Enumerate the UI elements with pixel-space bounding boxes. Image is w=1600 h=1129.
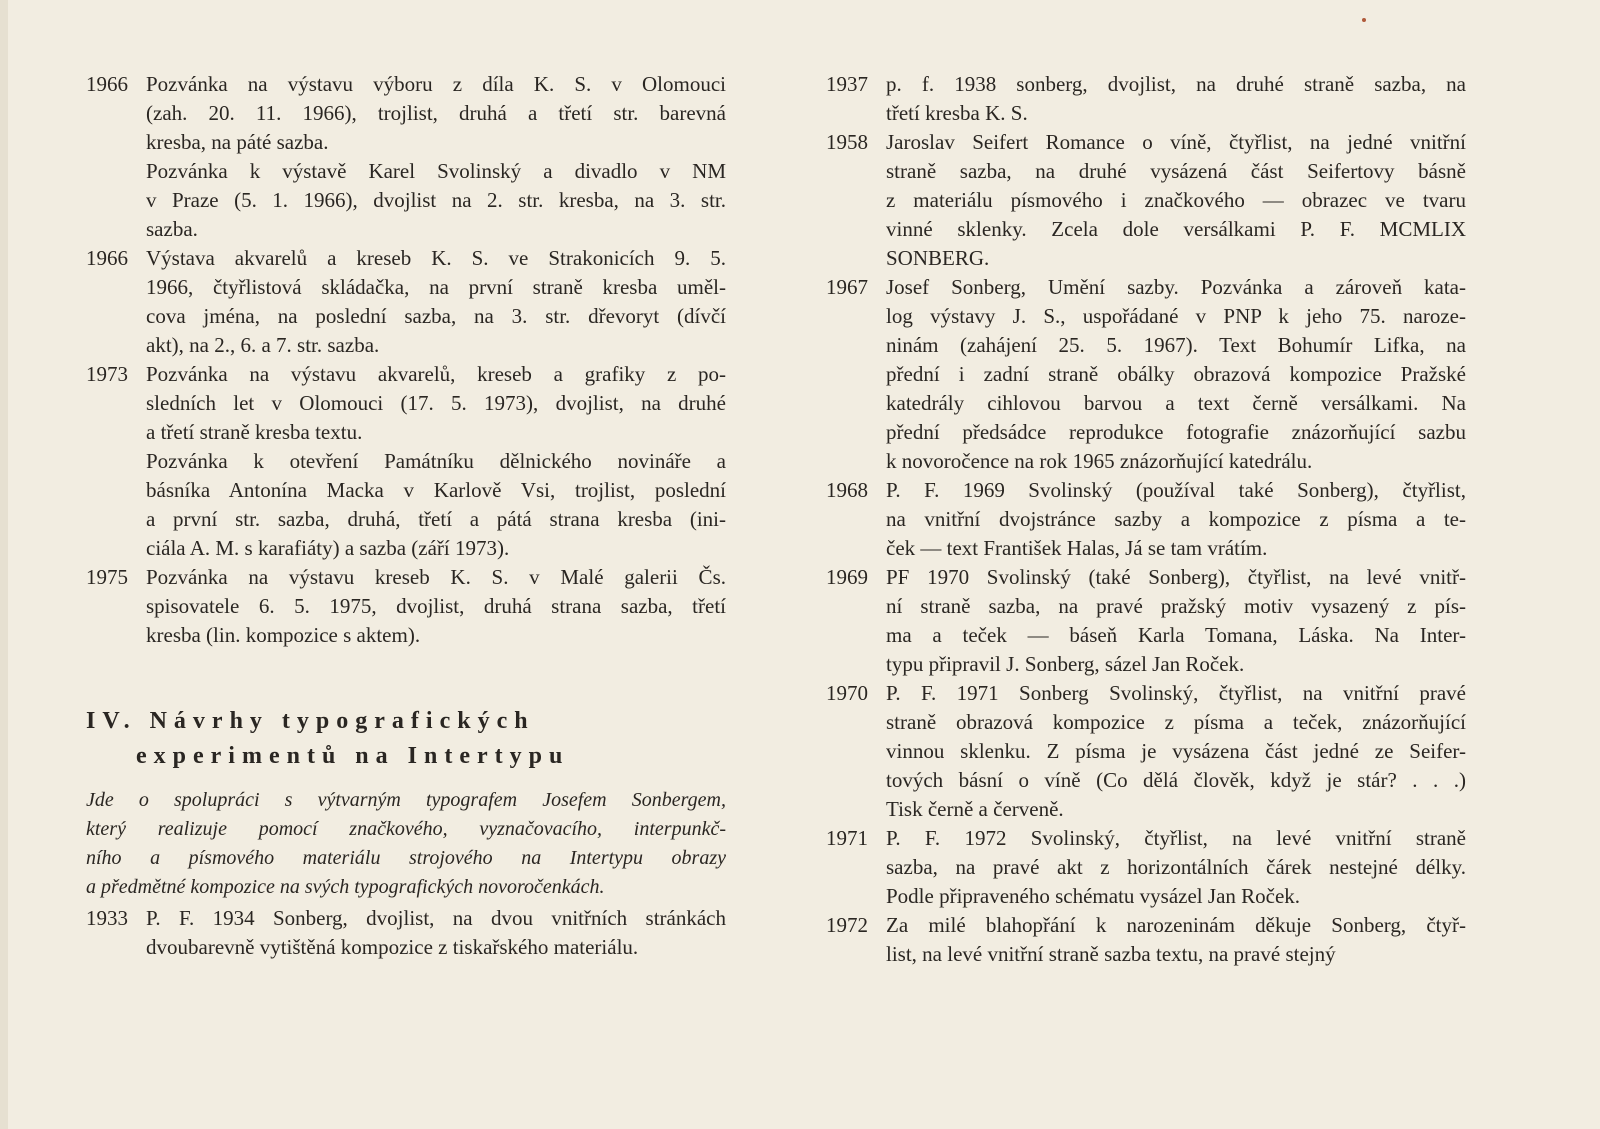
- page-edge: [0, 0, 8, 1129]
- entry-text-line: vinnou sklenku. Z písma je vysázena část jedné ze Seifer-: [886, 739, 1466, 763]
- bibliography-entry: [826, 563, 1466, 679]
- entry-text-line: Tisk černě a červeně.: [886, 797, 1064, 821]
- entry-text-line: ma a teček — báseň Karla Tomana, Láska. Na Inter-: [886, 623, 1466, 647]
- entry-year: 1968: [826, 478, 868, 502]
- entry-text-line: PF 1970 Svolinský (také Sonberg), čtyřlist, na levé vnitř-: [886, 565, 1466, 589]
- entry-text-line: dvoubarevně vytištěná kompozice z tiskařského materiálu.: [146, 935, 639, 959]
- entry-year: 1969: [826, 565, 868, 589]
- section-intro: [86, 786, 726, 902]
- entry-text-line: katedrály cihlovou barvou a text černě versálkami. Na: [886, 391, 1466, 415]
- entry-text: [886, 563, 1466, 679]
- entry-text-line: 1966, čtyřlistová skládačka, na první straně kresba uměl-: [146, 275, 726, 299]
- entry-text-line: Josef Sonberg, Umění sazby. Pozvánka a zároveň kata-: [886, 275, 1466, 299]
- entry-text: [886, 824, 1466, 911]
- entry-text-line: Jaroslav Seifert Romance o víně, čtyřlist, na jedné vnitřní: [886, 130, 1466, 154]
- entry-year: 1975: [86, 565, 128, 589]
- heading-line-1: IV. Návrhy typografických: [86, 708, 535, 734]
- entry-text-line: třetí kresba K. S.: [886, 101, 1028, 125]
- intro-line: Jde o spolupráci s výtvarným typografem Josefem Sonbergem,: [86, 789, 726, 811]
- entry-text-line: přední předsádce reprodukce fotografie znázorňující sazbu: [886, 420, 1466, 444]
- entry-year: 1966: [86, 246, 128, 270]
- entry-text-line: Pozvánka k otevření Památníku dělnického novináře a: [146, 449, 726, 473]
- entries-after-heading: [86, 904, 726, 962]
- entry-text-line: kresba (lin. kompozice s aktem).: [146, 623, 421, 647]
- entry-text-line: Podle připraveného schématu vysázel Jan Roček.: [886, 884, 1301, 908]
- entry-text-line: k novoročence na rok 1965 znázorňující katedrálu.: [886, 449, 1313, 473]
- entry-year: 1933: [86, 906, 128, 930]
- bibliography-entry: [86, 360, 726, 447]
- entry-year: 1973: [86, 362, 128, 386]
- entry-text-line: straně sazba, na druhé vysázená část Seifertovy básně: [886, 159, 1466, 183]
- entry-text-line: vinné sklenky. Zcela dole versálkami P. F. MCMLIX: [886, 217, 1466, 241]
- entry-text-line: Pozvánka na výstavu akvarelů, kreseb a grafiky z po-: [146, 362, 726, 386]
- entry-text-line: Pozvánka k výstavě Karel Svolinský a divadlo v NM: [146, 159, 726, 183]
- entry-text: [886, 70, 1466, 128]
- entry-text: [146, 70, 726, 157]
- entry-text: [886, 273, 1466, 476]
- entry-text-line: straně obrazová kompozice z písma a teček, znázorňující: [886, 710, 1466, 734]
- entry-text: [146, 360, 726, 447]
- entry-additional-item: [146, 157, 726, 244]
- intro-line: a předmětné kompozice na svých typografických novoročenkách.: [86, 876, 605, 898]
- bibliography-entry: [826, 476, 1466, 563]
- entry-additional-item: [146, 447, 726, 563]
- entry-year: 1966: [86, 72, 128, 96]
- entry-text-line: spisovatele 6. 5. 1975, dvojlist, druhá strana sazba, třetí: [146, 594, 726, 618]
- ink-speck: [1362, 18, 1366, 22]
- entry-year: 1970: [826, 681, 868, 705]
- entry-text-line: typu připravil J. Sonberg, sázel Jan Roček.: [886, 652, 1245, 676]
- entry-year: 1971: [826, 826, 868, 850]
- entry-year: 1972: [826, 913, 868, 937]
- entry-text-line: přední i zadní straně obálky obrazová kompozice Pražské: [886, 362, 1466, 386]
- entry-text: [146, 244, 726, 360]
- entry-text-line: cova jména, na poslední sazba, na 3. str. dřevoryt (dívčí: [146, 304, 726, 328]
- entry-text: [886, 679, 1466, 824]
- entry-text: [886, 476, 1466, 563]
- entry-year: 1967: [826, 275, 868, 299]
- bibliography-entry: [826, 273, 1466, 476]
- entry-text-line: sazba, na pravé akt z horizontálních čárek nestejné délky.: [886, 855, 1466, 879]
- entry-text-line: Pozvánka na výstavu kreseb K. S. v Malé galerii Čs.: [146, 565, 726, 589]
- bibliography-entry: [826, 679, 1466, 824]
- entry-text-line: kresba, na páté sazba.: [146, 130, 329, 154]
- right-column: [826, 70, 1466, 969]
- entry-text-line: (zah. 20. 11. 1966), trojlist, druhá a třetí str. barevná: [146, 101, 726, 125]
- entry-text-line: p. f. 1938 sonberg, dvojlist, na druhé straně sazba, na: [886, 72, 1466, 96]
- entry-text-line: z materiálu písmového i značkového — obrazec ve tvaru: [886, 188, 1466, 212]
- left-column: [86, 70, 726, 962]
- entry-text-line: Výstava akvarelů a kreseb K. S. ve Strakonicích 9. 5.: [146, 246, 726, 270]
- bibliography-entry: [86, 904, 726, 962]
- entry-year: 1958: [826, 130, 868, 154]
- entry-text-line: básníka Antonína Macka v Karlově Vsi, trojlist, poslední: [146, 478, 726, 502]
- entry-text-line: P. F. 1934 Sonberg, dvojlist, na dvou vnitřních stránkách: [146, 906, 726, 930]
- section-heading: [86, 704, 726, 774]
- intro-line: který realizuje pomocí značkového, vyznačovacího, interpunkč-: [86, 818, 726, 840]
- entry-text-line: P. F. 1972 Svolinský, čtyřlist, na levé vnitřní straně: [886, 826, 1466, 850]
- entry-text-line: sazba.: [146, 217, 198, 241]
- entry-text-line: list, na levé vnitřní straně sazba textu, na pravé stejný: [886, 942, 1336, 966]
- entry-text-line: P. F. 1969 Svolinský (používal také Sonberg), čtyřlist,: [886, 478, 1466, 502]
- entry-text-line: SONBERG.: [886, 246, 990, 270]
- entry-text: [886, 128, 1466, 273]
- bibliography-entry: [86, 563, 726, 650]
- entry-text-line: a třetí straně kresba textu.: [146, 420, 363, 444]
- bibliography-entry: [826, 824, 1466, 911]
- entry-text: [886, 911, 1466, 969]
- entries-before-heading: [86, 70, 726, 650]
- bibliography-entry: [826, 911, 1466, 969]
- bibliography-entry: [826, 70, 1466, 128]
- entry-text-line: v Praze (5. 1. 1966), dvojlist na 2. str. kresba, na 3. str.: [146, 188, 726, 212]
- bibliography-entry: [86, 244, 726, 360]
- entry-year: 1937: [826, 72, 868, 96]
- entry-text-line: akt), na 2., 6. a 7. str. sazba.: [146, 333, 380, 357]
- entry-text-line: ciála A. M. s karafiáty) a sazba (září 1973).: [146, 536, 510, 560]
- entry-text-line: ní straně sazba, na pravé pražský motiv vysazený z pís-: [886, 594, 1466, 618]
- entry-text-line: log výstavy J. S., uspořádané v PNP k jeho 75. naroze-: [886, 304, 1466, 328]
- bibliography-entry: [826, 128, 1466, 273]
- entry-text-line: ninám (zahájení 25. 5. 1967). Text Bohumír Lifka, na: [886, 333, 1466, 357]
- intro-line: ního a písmového materiálu strojového na Intertypu obrazy: [86, 847, 726, 869]
- entry-text-line: tových básní o víně (Co dělá člověk, když je stár? . . .): [886, 768, 1466, 792]
- entry-text: [146, 904, 726, 962]
- entry-text-line: sledních let v Olomouci (17. 5. 1973), dvojlist, na druhé: [146, 391, 726, 415]
- entry-text-line: P. F. 1971 Sonberg Svolinský, čtyřlist, na vnitřní pravé: [886, 681, 1466, 705]
- entry-text-line: ček — text František Halas, Já se tam vrátím.: [886, 536, 1268, 560]
- heading-line-2: experimentů na Intertypu: [136, 743, 570, 769]
- entry-text-line: Za milé blahopřání k narozeninám děkuje Sonberg, čtyř-: [886, 913, 1466, 937]
- entry-text-line: Pozvánka na výstavu výboru z díla K. S. v Olomouci: [146, 72, 726, 96]
- entry-text-line: a první str. sazba, druhá, třetí a pátá strana kresba (ini-: [146, 507, 726, 531]
- bibliography-entry: [86, 70, 726, 157]
- entry-text: [146, 563, 726, 650]
- entry-text-line: na vnitřní dvojstránce sazby a kompozice z písma a te-: [886, 507, 1466, 531]
